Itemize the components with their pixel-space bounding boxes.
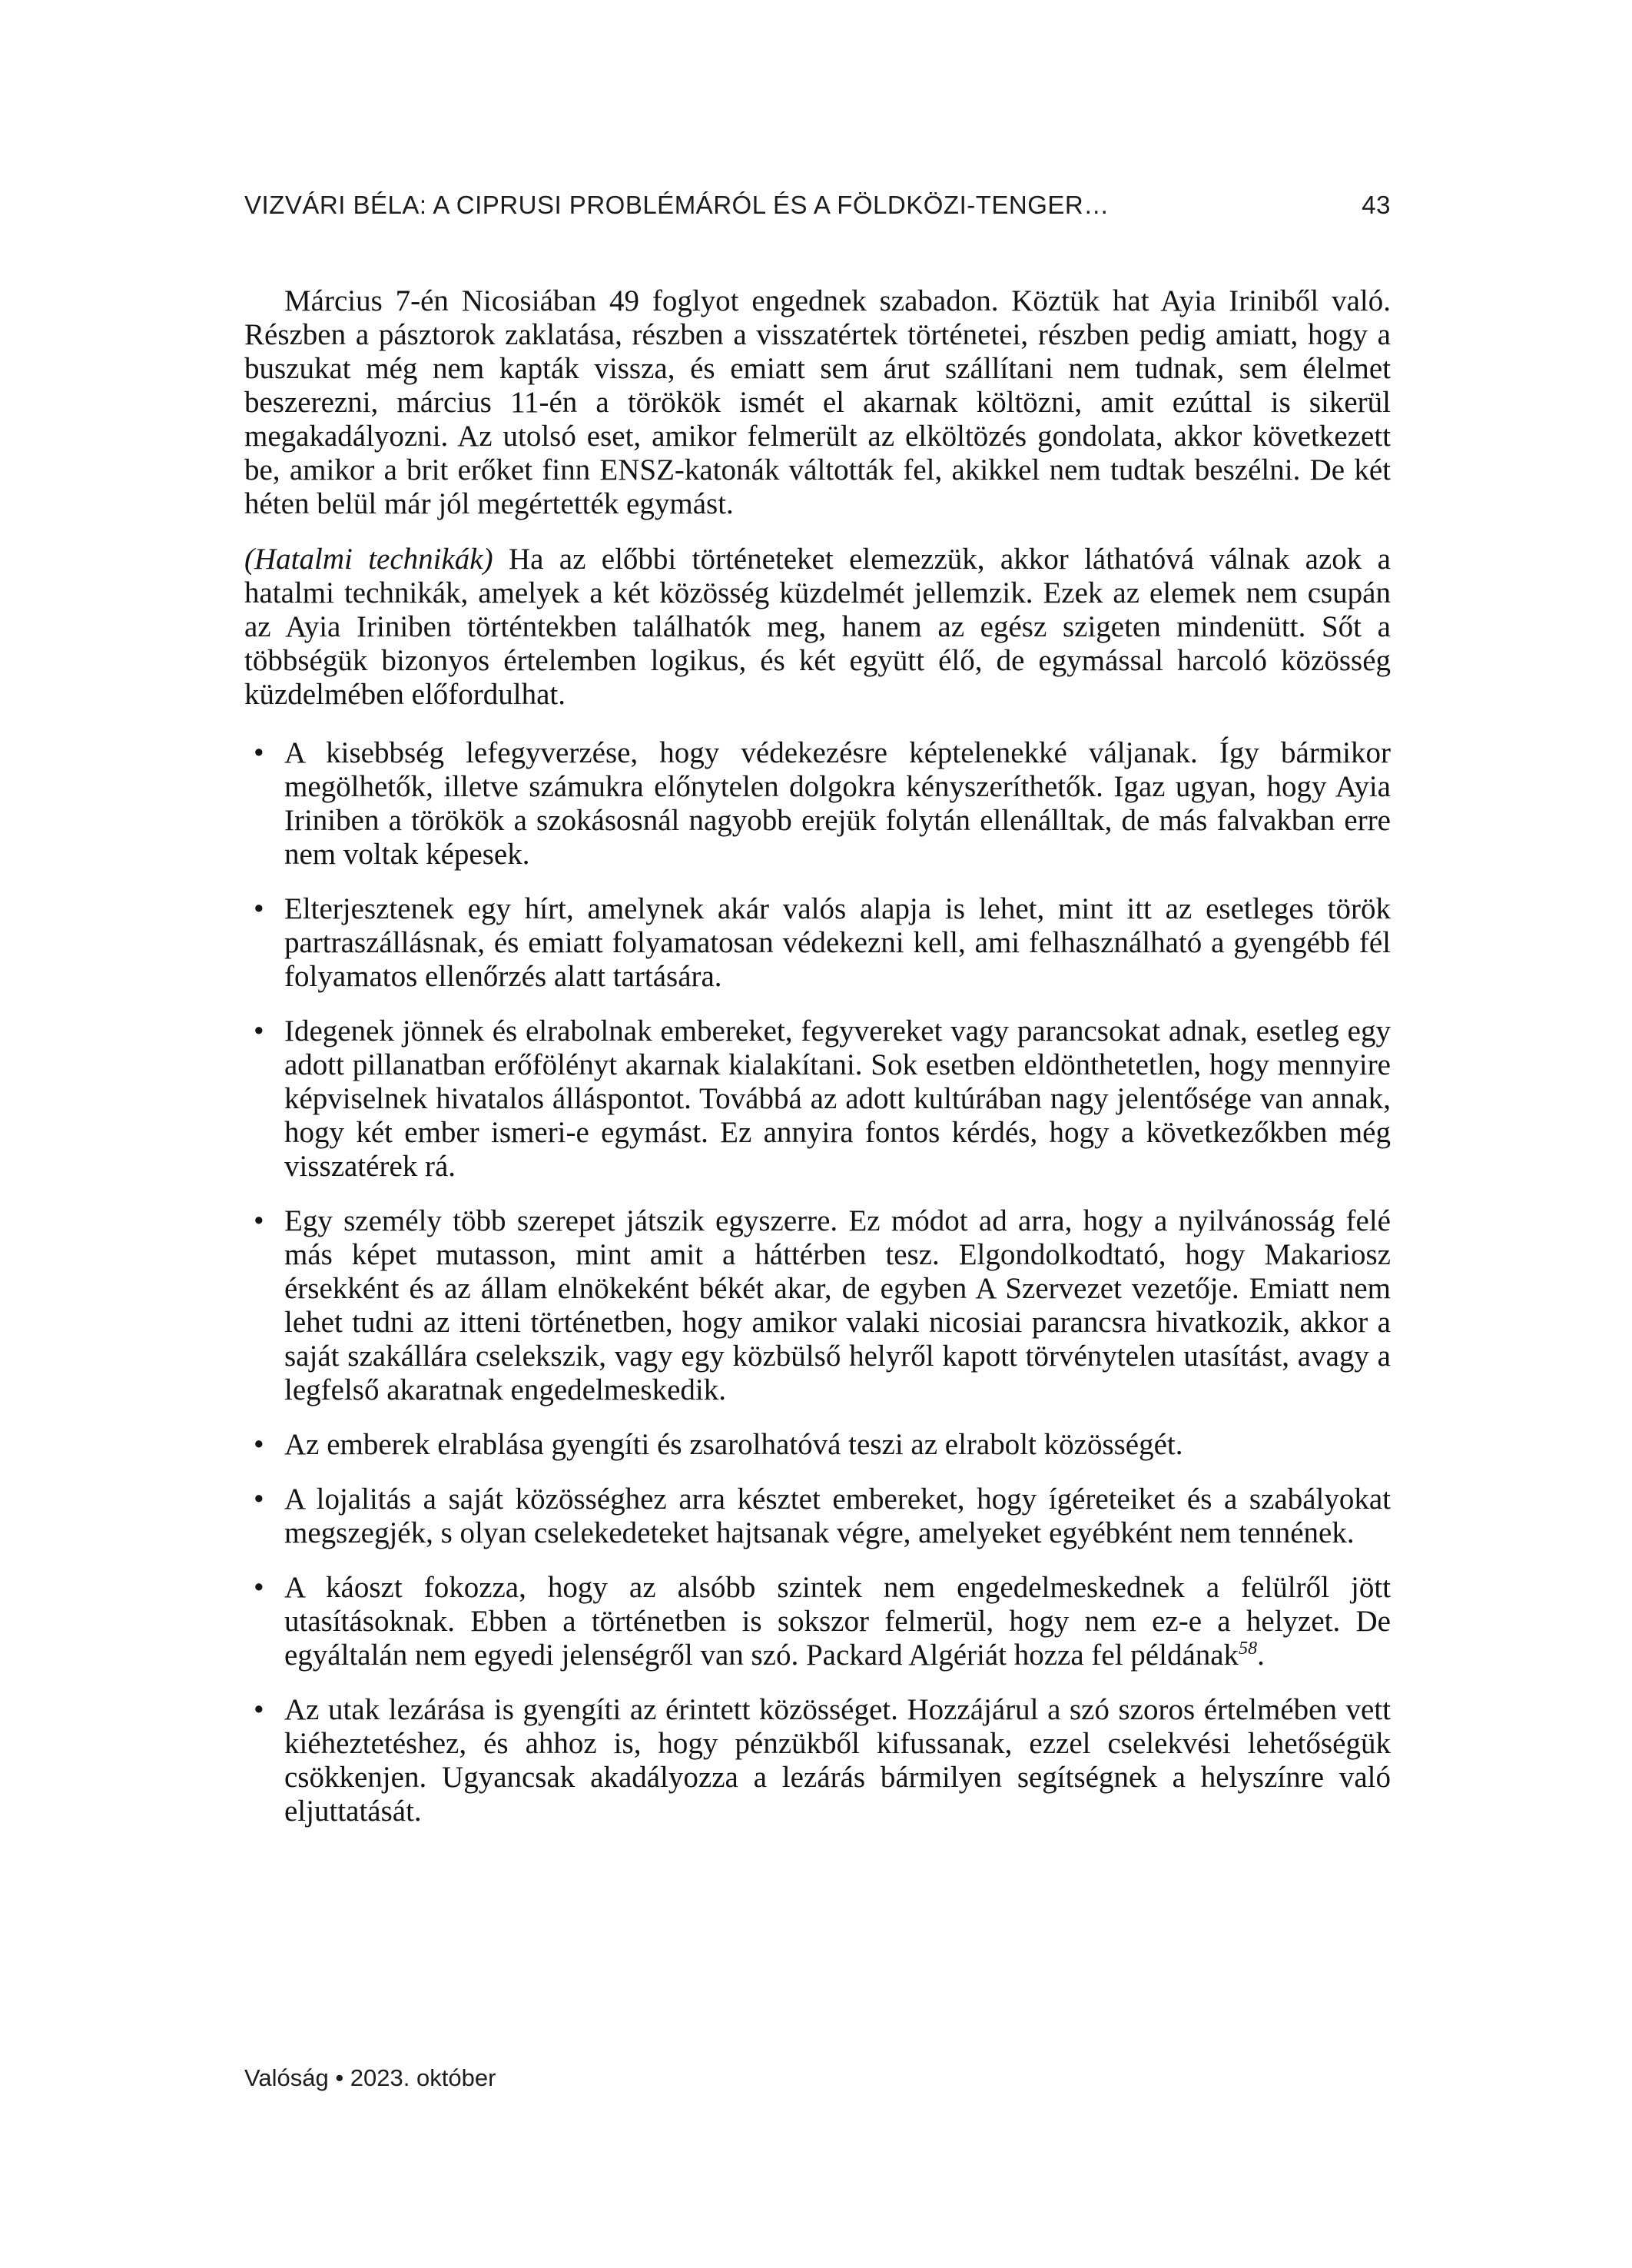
bullet-text: Idegenek jönnek és elrabolnak embereket, fegyvereket vagy parancsokat adnak, esetleg egy adott pillanatban erőfölényt akarnak kialakítani. Sok esetben eldönthetetlen, hogy mennyire képviselnek hivatalos álláspontot. Továbbá az adott kultúrában nagy jelentősége van annak, hogy két ember ismeri-e egymást. Ez annyira fontos kérdés, hogy a következőkben még visszatérek rá. <box>284 1014 1391 1183</box>
bullet-item <box>244 892 1391 994</box>
paragraph-lead-italic: (Hatalmi technikák) <box>244 543 493 576</box>
bullet-item <box>244 1483 1391 1550</box>
bullet-item <box>244 1204 1391 1407</box>
bullet-text: Az emberek elrablása gyengíti és zsarolhatóvá teszi az elrabolt közösségét. <box>284 1428 1183 1461</box>
page-body <box>244 284 1391 1849</box>
bullet-list <box>244 736 1391 1828</box>
bullet-item <box>244 1571 1391 1672</box>
journal-footer-text: Valóság • 2023. október <box>244 2064 496 2091</box>
running-header <box>244 191 1391 220</box>
bullet-icon: • <box>254 1571 264 1604</box>
bullet-text: Egy személy több szerepet játszik egyszerre. Ez módot ad arra, hogy a nyilvánosság felé más képet mutasson, mint amit a háttérben tesz. Elgondolkodtató, hogy Makariosz érsekként és az állam elnökeként békét akar, de egyben A Szervezet vezetője. Emiatt nem lehet tudni az itteni történetben, hogy amikor valaki nicosiai parancsra hivatkozik, akkor a saját szakállára cselekszik, vagy egy közbülső helyről kapott törvénytelen utasítást, avagy a legfelső akaratnak engedelmeskedik. <box>284 1204 1391 1406</box>
bullet-icon: • <box>254 1014 264 1048</box>
paragraph <box>244 543 1391 712</box>
bullet-icon: • <box>254 1483 264 1516</box>
bullet-item <box>244 1693 1391 1828</box>
bullet-icon: • <box>254 1204 264 1237</box>
page-number: 43 <box>1362 191 1391 219</box>
bullet-text-after-footnote: . <box>1257 1639 1265 1672</box>
bullet-text: A lojalitás a saját közösséghez arra késztet embereket, hogy ígéreteiket és a szabályokat megszegjék, s olyan cselekedeteket hajtsanak végre, amelyeket egyébként nem tennének. <box>284 1483 1391 1549</box>
bullet-text: Elterjesztenek egy hírt, amelynek akár valós alapja is lehet, mint itt az esetleges török partraszállásnak, és emiatt folyamatosan védekezni kell, ami felhasználható a gyengébb fél folyamatos ellenőrzés alatt tartására. <box>284 892 1391 993</box>
paragraph-text: Március 7-én Nicosiában 49 foglyot engednek szabadon. Köztük hat Ayia Iriniből való. Részben a pásztorok zaklatása, részben a visszatértek történetei, részben pedig amiatt, hogy a buszukat még nem kapták vissza, és emiatt sem árut szállítani nem tudnak, sem élelmet beszerezni, március 11-én a törökök ismét el akarnak költözni, amit ezúttal is sikerül megakadályozni. Az utolsó eset, amikor felmerült az elköltözés gondolata, akkor következett be, amikor a brit erőket finn ENSZ-katonák váltották fel, akikkel nem tudtak beszélni. De két héten belül már jól megértették egymást. <box>244 284 1391 520</box>
bullet-icon: • <box>254 1693 264 1726</box>
paragraph <box>244 284 1391 521</box>
bullet-item <box>244 1428 1391 1462</box>
bullet-icon: • <box>254 892 264 925</box>
bullet-item <box>244 736 1391 872</box>
paragraph-text: Ha az előbbi történeteket elemezzük, akkor láthatóvá válnak azok a hatalmi technikák, amelyek a két közösség küzdelmét jellemzik. Ezek az elemek nem csupán az Ayia Iriniben történtekben találhatók meg, hanem az egész szigeten mindenütt. Sőt a többségük bizonyos értelemben logikus, és két együtt élő, de egymással harcoló közösség küzdelmében előfordulhat. <box>244 543 1391 711</box>
footnote-reference: 58 <box>1239 1639 1258 1659</box>
bullet-icon: • <box>254 1428 264 1461</box>
running-title: VIZVÁRI BÉLA: A CIPRUSI PROBLÉMÁRÓL ÉS A FÖLDKÖZI-TENGER… <box>244 191 1110 219</box>
bullet-icon: • <box>254 736 264 769</box>
bullet-item <box>244 1014 1391 1184</box>
bullet-text: A kisebbség lefegyverzése, hogy védekezésre képtelenekké váljanak. Így bármikor megölhetők, illetve számukra előnytelen dolgokra kényszeríthetők. Igaz ugyan, hogy Ayia Iriniben a törökök a szokásosnál nagyobb erejük folytán ellenálltak, de más falvakban erre nem voltak képesek. <box>284 736 1391 871</box>
bullet-text: A káoszt fokozza, hogy az alsóbb szintek nem engedelmeskednek a felülről jött utasításoknak. Ebben a történetben is sokszor felmerül, hogy nem ez-e a helyzet. De egyáltalán nem egyedi jelenségről van szó. Packard Algériát hozza fel példának <box>284 1571 1391 1672</box>
journal-footer <box>244 2064 496 2092</box>
bullet-text: Az utak lezárása is gyengíti az érintett közösséget. Hozzájárul a szó szoros értelmében vett kiéheztetéshez, és ahhoz is, hogy pénzükből kifussanak, ezzel cselekvési lehetőségük csökkenjen. Ugyancsak akadályozza a lezárás bármilyen segítségnek a helyszínre való eljuttatását. <box>284 1693 1391 1828</box>
